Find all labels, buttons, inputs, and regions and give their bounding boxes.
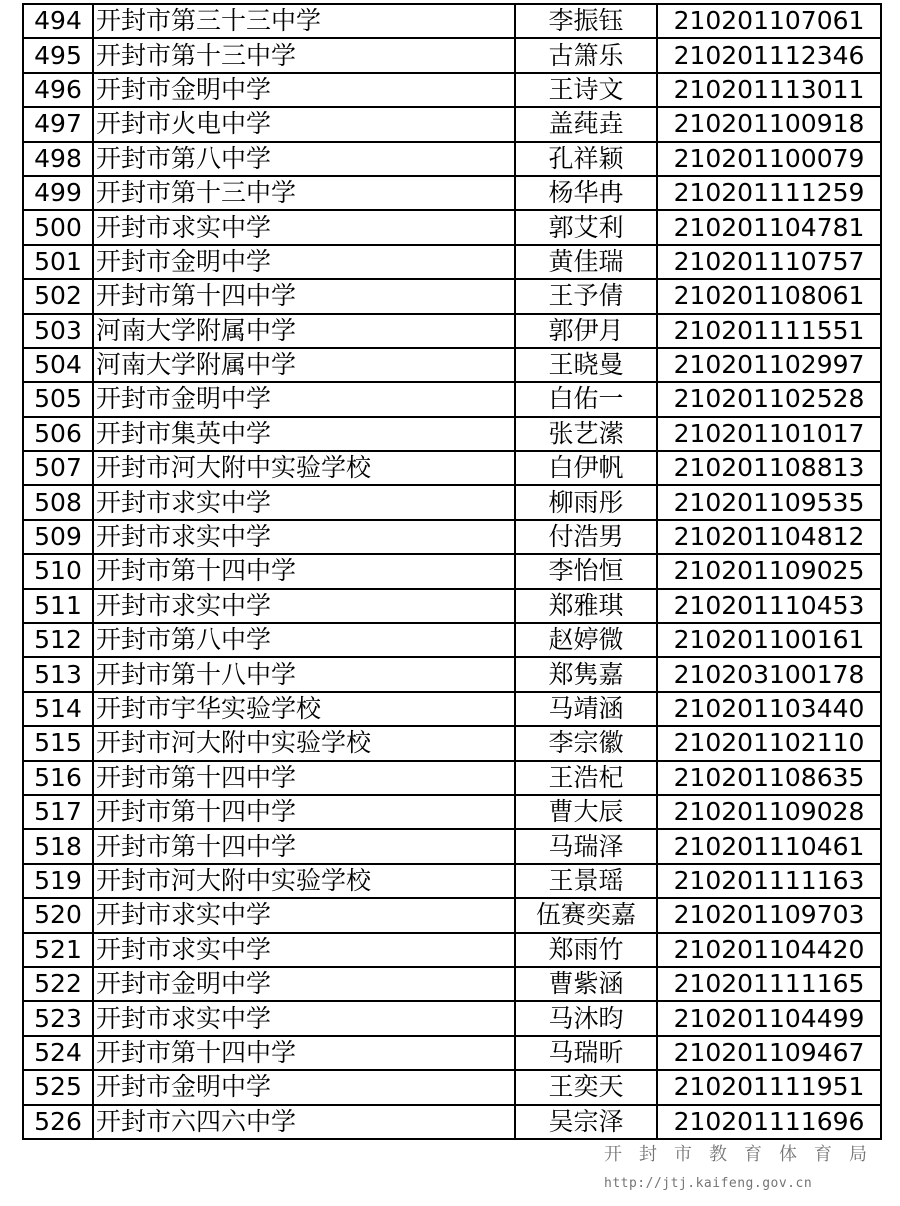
school-name: 开封市第十三中学 <box>93 176 515 210</box>
student-id: 210201109467 <box>657 1036 881 1070</box>
table-row <box>23 348 881 382</box>
student-name: 马沐昀 <box>515 1001 657 1035</box>
school-name: 开封市金明中学 <box>93 1070 515 1104</box>
row-number: 495 <box>23 38 93 72</box>
student-name: 李宗徽 <box>515 726 657 760</box>
student-id: 210201111259 <box>657 176 881 210</box>
school-name: 开封市第三十三中学 <box>93 4 515 38</box>
school-name: 开封市第十四中学 <box>93 795 515 829</box>
row-number: 510 <box>23 554 93 588</box>
row-number: 508 <box>23 485 93 519</box>
student-id: 210201102110 <box>657 726 881 760</box>
row-number: 497 <box>23 107 93 141</box>
row-number: 517 <box>23 795 93 829</box>
table-row <box>23 554 881 588</box>
watermark-url: http://jtj.kaifeng.gov.cn <box>604 1176 813 1191</box>
row-number: 506 <box>23 417 93 451</box>
row-number: 498 <box>23 142 93 176</box>
student-id: 210201111696 <box>657 1105 881 1139</box>
row-number: 503 <box>23 314 93 348</box>
school-name: 开封市第十三中学 <box>93 38 515 72</box>
school-name: 开封市求实中学 <box>93 933 515 967</box>
student-name: 白佑一 <box>515 382 657 416</box>
table-row <box>23 210 881 244</box>
student-id: 210203100178 <box>657 657 881 691</box>
row-number: 522 <box>23 967 93 1001</box>
student-id: 210201104781 <box>657 210 881 244</box>
school-name: 开封市第八中学 <box>93 142 515 176</box>
student-name: 郭伊月 <box>515 314 657 348</box>
school-name: 开封市第十四中学 <box>93 761 515 795</box>
table-row <box>23 933 881 967</box>
table-row <box>23 107 881 141</box>
student-id: 210201111951 <box>657 1070 881 1104</box>
student-id: 210201103440 <box>657 692 881 726</box>
student-name: 孔祥颖 <box>515 142 657 176</box>
school-name: 开封市河大附中实验学校 <box>93 726 515 760</box>
student-name: 王奕天 <box>515 1070 657 1104</box>
student-name: 王景瑶 <box>515 864 657 898</box>
row-number: 504 <box>23 348 93 382</box>
student-name: 古箫乐 <box>515 38 657 72</box>
table-row <box>23 761 881 795</box>
table-row <box>23 485 881 519</box>
school-name: 开封市金明中学 <box>93 967 515 1001</box>
school-name: 开封市求实中学 <box>93 898 515 932</box>
student-name: 张艺潆 <box>515 417 657 451</box>
row-number: 512 <box>23 623 93 657</box>
student-name: 马靖涵 <box>515 692 657 726</box>
student-name: 黄佳瑞 <box>515 245 657 279</box>
student-id: 210201100161 <box>657 623 881 657</box>
student-name: 李振钰 <box>515 4 657 38</box>
table-row <box>23 451 881 485</box>
student-name: 赵婷微 <box>515 623 657 657</box>
student-id: 210201104420 <box>657 933 881 967</box>
student-name: 吴宗泽 <box>515 1105 657 1139</box>
row-number: 524 <box>23 1036 93 1070</box>
student-name: 白伊帆 <box>515 451 657 485</box>
table-row <box>23 1070 881 1104</box>
table-row <box>23 279 881 313</box>
student-id: 210201102528 <box>657 382 881 416</box>
table-row <box>23 1001 881 1035</box>
row-number: 509 <box>23 520 93 554</box>
student-name: 伍赛奕嘉 <box>515 898 657 932</box>
school-name: 开封市金明中学 <box>93 245 515 279</box>
student-id: 210201104812 <box>657 520 881 554</box>
student-id: 210201104499 <box>657 1001 881 1035</box>
row-number: 521 <box>23 933 93 967</box>
student-id: 210201113011 <box>657 73 881 107</box>
table-row <box>23 898 881 932</box>
school-name: 开封市集英中学 <box>93 417 515 451</box>
row-number: 523 <box>23 1001 93 1035</box>
school-name: 开封市金明中学 <box>93 73 515 107</box>
student-id: 210201108635 <box>657 761 881 795</box>
school-name: 开封市求实中学 <box>93 485 515 519</box>
table-row <box>23 692 881 726</box>
student-name: 王予倩 <box>515 279 657 313</box>
student-name: 郑雅琪 <box>515 589 657 623</box>
table-row <box>23 1036 881 1070</box>
row-number: 505 <box>23 382 93 416</box>
table-row <box>23 314 881 348</box>
row-number: 496 <box>23 73 93 107</box>
school-name: 开封市河大附中实验学校 <box>93 864 515 898</box>
school-name: 开封市第十四中学 <box>93 829 515 863</box>
school-name: 河南大学附属中学 <box>93 348 515 382</box>
row-number: 501 <box>23 245 93 279</box>
student-name: 郑隽嘉 <box>515 657 657 691</box>
student-id: 210201108813 <box>657 451 881 485</box>
student-id: 210201111163 <box>657 864 881 898</box>
table-row <box>23 245 881 279</box>
student-id: 210201102997 <box>657 348 881 382</box>
student-id: 210201107061 <box>657 4 881 38</box>
row-number: 526 <box>23 1105 93 1139</box>
student-name: 杨华冉 <box>515 176 657 210</box>
school-name: 开封市第十八中学 <box>93 657 515 691</box>
student-id: 210201109025 <box>657 554 881 588</box>
table-row <box>23 829 881 863</box>
table-row <box>23 795 881 829</box>
student-id: 210201109703 <box>657 898 881 932</box>
student-name: 柳雨彤 <box>515 485 657 519</box>
table-row <box>23 589 881 623</box>
watermark <box>604 1142 894 1206</box>
school-name: 开封市求实中学 <box>93 520 515 554</box>
row-number: 519 <box>23 864 93 898</box>
student-name: 付浩男 <box>515 520 657 554</box>
row-number: 507 <box>23 451 93 485</box>
student-id: 210201111551 <box>657 314 881 348</box>
student-id: 210201100079 <box>657 142 881 176</box>
row-number: 499 <box>23 176 93 210</box>
table-row <box>23 73 881 107</box>
student-name: 王诗文 <box>515 73 657 107</box>
student-name: 王浩杞 <box>515 761 657 795</box>
row-number: 513 <box>23 657 93 691</box>
table-row <box>23 623 881 657</box>
table-row <box>23 176 881 210</box>
school-name: 开封市金明中学 <box>93 382 515 416</box>
school-name: 开封市求实中学 <box>93 1001 515 1035</box>
row-number: 514 <box>23 692 93 726</box>
table-row <box>23 726 881 760</box>
student-name: 郑雨竹 <box>515 933 657 967</box>
table-row <box>23 657 881 691</box>
school-name: 开封市六四六中学 <box>93 1105 515 1139</box>
table-row <box>23 417 881 451</box>
school-name: 开封市第十四中学 <box>93 279 515 313</box>
school-name: 开封市第十四中学 <box>93 554 515 588</box>
table-row <box>23 142 881 176</box>
school-name: 开封市第八中学 <box>93 623 515 657</box>
school-name: 河南大学附属中学 <box>93 314 515 348</box>
table-row <box>23 4 881 38</box>
watermark-title: 开封市教育体育局 <box>604 1144 884 1165</box>
student-name: 曹大辰 <box>515 795 657 829</box>
student-name: 马瑞昕 <box>515 1036 657 1070</box>
student-id: 210201109028 <box>657 795 881 829</box>
school-name: 开封市求实中学 <box>93 210 515 244</box>
student-id: 210201110757 <box>657 245 881 279</box>
row-number: 511 <box>23 589 93 623</box>
school-name: 开封市宇华实验学校 <box>93 692 515 726</box>
table-row <box>23 1105 881 1139</box>
table-row <box>23 864 881 898</box>
student-id: 210201112346 <box>657 38 881 72</box>
row-number: 515 <box>23 726 93 760</box>
student-id: 210201110461 <box>657 829 881 863</box>
student-id: 210201101017 <box>657 417 881 451</box>
student-list-body <box>23 4 881 1139</box>
student-name: 郭艾利 <box>515 210 657 244</box>
student-id: 210201109535 <box>657 485 881 519</box>
student-name: 王晓曼 <box>515 348 657 382</box>
school-name: 开封市河大附中实验学校 <box>93 451 515 485</box>
table-row <box>23 38 881 72</box>
student-name: 马瑞泽 <box>515 829 657 863</box>
row-number: 502 <box>23 279 93 313</box>
row-number: 494 <box>23 4 93 38</box>
row-number: 525 <box>23 1070 93 1104</box>
table-row <box>23 520 881 554</box>
school-name: 开封市火电中学 <box>93 107 515 141</box>
row-number: 520 <box>23 898 93 932</box>
student-id: 210201108061 <box>657 279 881 313</box>
student-id: 210201111165 <box>657 967 881 1001</box>
student-name: 李怡恒 <box>515 554 657 588</box>
table-row <box>23 382 881 416</box>
row-number: 500 <box>23 210 93 244</box>
student-list-table <box>22 3 882 1140</box>
student-id: 210201100918 <box>657 107 881 141</box>
student-name: 曹紫涵 <box>515 967 657 1001</box>
student-id: 210201110453 <box>657 589 881 623</box>
school-name: 开封市第十四中学 <box>93 1036 515 1070</box>
row-number: 516 <box>23 761 93 795</box>
school-name: 开封市求实中学 <box>93 589 515 623</box>
table-row <box>23 967 881 1001</box>
row-number: 518 <box>23 829 93 863</box>
student-name: 盖莼垚 <box>515 107 657 141</box>
